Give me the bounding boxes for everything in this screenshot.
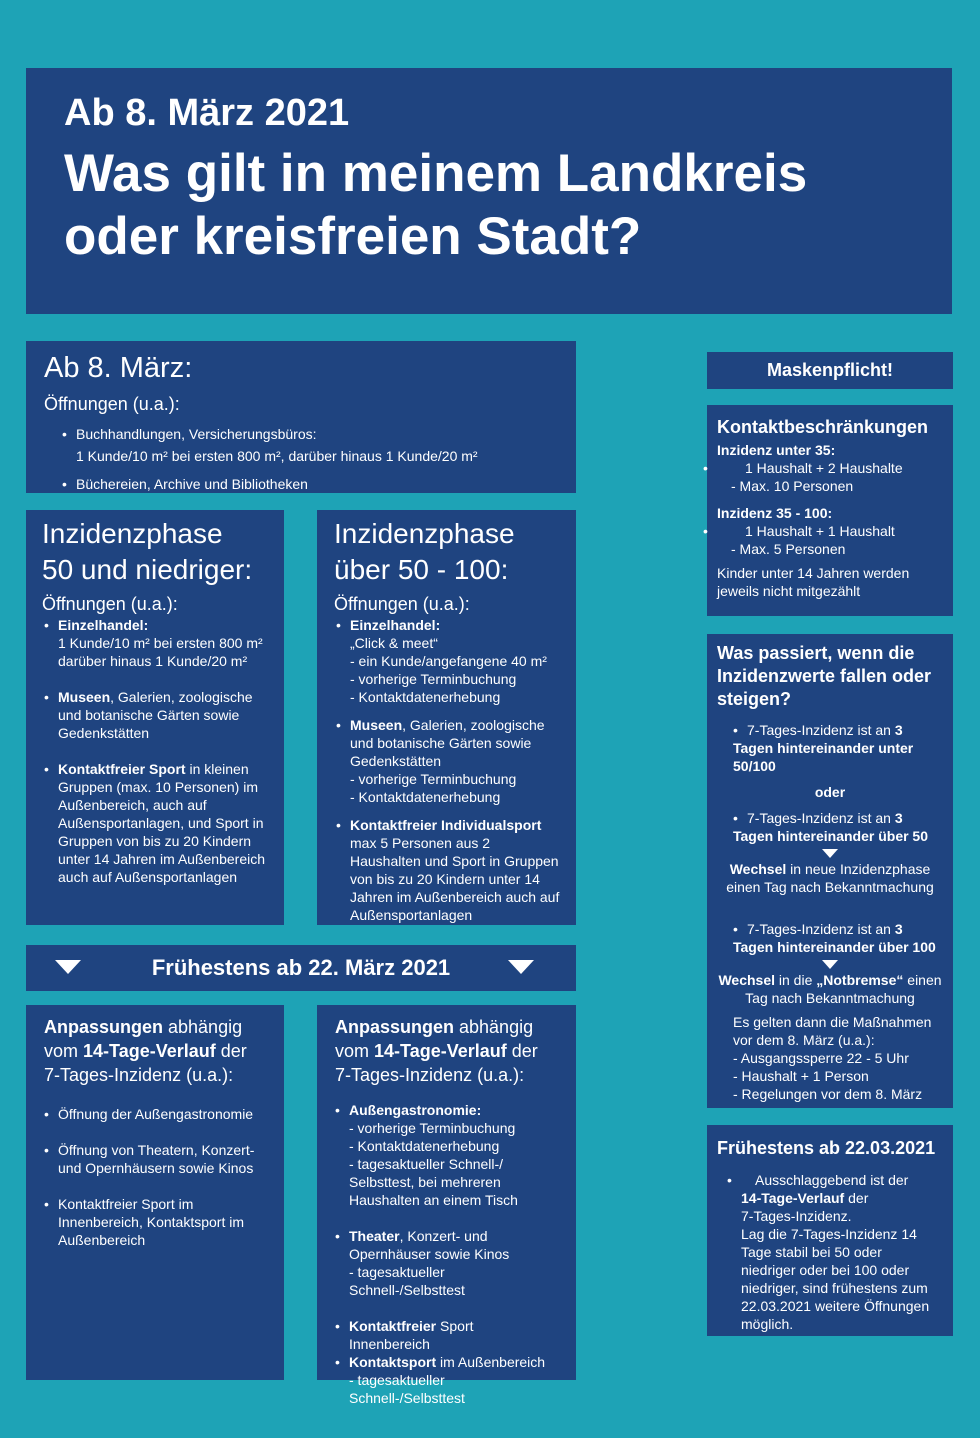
measure-item: - Regelungen vor dem 8. März xyxy=(733,1086,923,1102)
item-text: 7-Tages-Inzidenz ist an xyxy=(747,921,895,937)
item-text: Öffnung von Theatern, Konzert- und Opernhäusern sowie Kinos xyxy=(58,1142,255,1176)
phase-title xyxy=(334,516,560,588)
item-text: - tagesaktueller Schnell-/Selbsttest xyxy=(349,1264,465,1298)
list-item xyxy=(58,760,268,886)
item-text: 1 Kunde/10 m² bei ersten 800 m², darüber hinaus 1 Kunde/20 m² xyxy=(76,448,478,464)
item-text: 7-Tages-Inzidenz ist an xyxy=(747,722,895,738)
switch-text xyxy=(717,860,943,896)
heading-bold: 14-Tage-Verlauf xyxy=(83,1041,216,1061)
item-bold: Wechsel xyxy=(729,861,787,877)
earliest-line xyxy=(727,1171,939,1189)
item-text: in die xyxy=(775,972,817,988)
measures-block xyxy=(717,1013,943,1103)
condition-item xyxy=(717,721,943,775)
earliest-2203-box xyxy=(707,1125,953,1336)
phase-list xyxy=(350,616,560,924)
measure-item: - Haushalt + 1 Person xyxy=(733,1068,869,1084)
header-panel xyxy=(26,68,952,314)
heading-bold: Anpassungen xyxy=(335,1017,455,1037)
phase-list xyxy=(58,616,268,886)
item-text: einen Tag nach Bekanntmachung xyxy=(745,972,942,1006)
contact-title: Kontaktbeschränkungen xyxy=(717,417,929,437)
item-text: der xyxy=(844,1190,869,1206)
heading-text: der 7-Tages-Inzidenz (u.a.): xyxy=(335,1041,538,1085)
list-item: - Max. 10 Personen xyxy=(731,478,854,494)
list-item xyxy=(58,1195,266,1249)
item-text: Öffnung der Außengastronomie xyxy=(58,1106,254,1122)
openings-subtitle: Öffnungen (u.a.): xyxy=(44,394,180,414)
bullet: • xyxy=(733,810,738,826)
title-line: Inzidenzphase xyxy=(42,518,223,549)
item-text: - Kontaktdatenerhebung xyxy=(350,789,501,805)
list-item xyxy=(76,473,558,495)
list-item xyxy=(349,1317,558,1353)
list-item xyxy=(350,716,560,806)
item-bold: 14-Tage-Verlauf xyxy=(741,1190,845,1206)
earliest-line xyxy=(741,1189,939,1207)
item-bold: Außengastronomie: xyxy=(349,1102,482,1118)
title-line-2: oder kreisfreien Stadt? xyxy=(64,207,642,266)
item-bold: Kontaktsport xyxy=(349,1354,437,1370)
item-text: Büchereien, Archive und Bibliotheken xyxy=(76,476,308,492)
heading-text: der 7-Tages-Inzidenz (u.a.): xyxy=(44,1041,247,1085)
emergency-brake-text xyxy=(717,971,943,1007)
list-item xyxy=(350,816,560,924)
arrow-down-icon xyxy=(822,960,838,969)
openings-title: Ab 8. März: xyxy=(44,352,193,384)
item-bold: Einzelhandel: xyxy=(58,617,149,633)
contact-restrictions-box xyxy=(707,405,953,616)
page-title xyxy=(64,142,914,268)
item-text: - vorherige Terminbuchung xyxy=(349,1120,516,1136)
heading-text: abhängig vom xyxy=(335,1017,534,1061)
incidence-change-box xyxy=(707,634,953,1108)
item-text: in kleinen Gruppen (max. 10 Personen) im Außenbereich, auch auf Außensportanlagen, und Sport in Gruppen von bis zu 20 Kindern unter 14 Jahren im Außenbereich auch auf Außensportanlagen xyxy=(58,761,266,885)
bullet: • xyxy=(727,1172,732,1188)
item-text: - Kontaktdatenerhebung xyxy=(350,689,501,705)
item-text: in neue Inzidenzphase einen Tag nach Bekanntmachung xyxy=(726,861,934,895)
title-line: 50 und niedriger: xyxy=(42,554,253,585)
item-text: , Konzert- und Opernhäuser sowie Kinos xyxy=(349,1228,510,1262)
item-text: darüber hinaus 1 Kunde/20 m² xyxy=(58,653,248,669)
item-bold: Museen xyxy=(350,717,403,733)
item-text: 1 Kunde/10 m² bei ersten 800 m² xyxy=(58,635,263,651)
item-text: max 5 Personen aus 2 Haushalten und Sport in Gruppen von bis zu 20 Kindern unter 14 Jahren im Außenbereich auch auf Außensportanlagen xyxy=(350,835,560,923)
contact-section-heading: Inzidenz 35 - 100: xyxy=(717,505,833,521)
adjustments-heading xyxy=(44,1015,266,1087)
item-text: im Außenbereich xyxy=(436,1354,546,1370)
item-text: „Click & meet“ xyxy=(350,635,438,651)
measure-item: - Ausgangssperre 22 - 5 Uhr xyxy=(733,1050,909,1066)
heading-bold: 14-Tage-Verlauf xyxy=(374,1041,507,1061)
item-text: - tagesaktueller Schnell-/ Selbsttest, bei mehreren Haushalten an einem Tisch xyxy=(349,1156,518,1208)
item-bold: Kontaktfreier Individualsport xyxy=(350,817,542,833)
item-bold: Einzelhandel: xyxy=(350,617,441,633)
item-bold: „Notbremse“ xyxy=(816,972,904,988)
openings-march-8-box xyxy=(26,341,576,493)
condition-item xyxy=(717,809,943,845)
adjustments-list xyxy=(58,1105,266,1249)
march-22-banner xyxy=(26,945,576,991)
list-item xyxy=(58,1141,266,1177)
item-bold: Wechsel xyxy=(718,972,775,988)
arrow-down-icon xyxy=(508,960,534,974)
item-text: - ein Kunde/angefangene 40 m² xyxy=(350,653,547,669)
phase-subtitle: Öffnungen (u.a.): xyxy=(334,594,470,614)
item-text: - vorherige Terminbuchung xyxy=(350,771,517,787)
condition-item xyxy=(717,920,943,956)
openings-list xyxy=(76,423,558,495)
item-text: 1 Haushalt + 2 Haushalte xyxy=(745,460,903,476)
item-bold: 3 Tagen hintereinander über 50 xyxy=(733,810,929,844)
measures-intro: Es gelten dann die Maßnahmen vor dem 8. März (u.a.): xyxy=(733,1014,932,1048)
item-text: 7-Tages-Inzidenz ist an xyxy=(747,810,895,826)
list-item xyxy=(58,616,268,670)
phase-50-box xyxy=(26,510,284,925)
arrow-down-icon xyxy=(822,849,838,858)
item-bold: 3 Tagen hintereinander über 100 xyxy=(733,921,936,955)
item-text: Ausschlaggebend ist der xyxy=(755,1172,909,1188)
or-text: oder xyxy=(814,784,846,800)
item-text: , Galerien, zoologische und botanische Gärten sowie Gedenkstätten xyxy=(350,717,545,769)
earliest-line: 7-Tages-Inzidenz. xyxy=(741,1208,852,1224)
adjustments-heading xyxy=(335,1015,558,1087)
list-item xyxy=(350,616,560,706)
list-item xyxy=(717,459,943,477)
item-text: - vorherige Terminbuchung xyxy=(350,671,517,687)
item-text: - tagesaktueller Schnell-/Selbsttest xyxy=(349,1372,465,1406)
mask-mandate-badge: Maskenpflicht! xyxy=(707,352,953,389)
item-bold: Kontaktfreier Sport xyxy=(58,761,186,777)
bullet: • xyxy=(733,921,738,937)
banner-text: Frühestens ab 22. März 2021 xyxy=(151,955,451,980)
item-text: Sport Innenbereich xyxy=(349,1318,474,1352)
header-date: Ab 8. März 2021 xyxy=(64,92,350,134)
adjustments-box-right xyxy=(317,1005,576,1406)
item-bold: Museen xyxy=(58,689,111,705)
title-line-1: Was gilt in meinem Landkreis xyxy=(64,144,808,203)
adjustments-box-left xyxy=(26,1005,284,1380)
contact-section-heading: Inzidenz unter 35: xyxy=(717,442,836,458)
earliest-text xyxy=(717,1171,943,1333)
incidence-change-title: Was passiert, wenn die Inzidenzwerte fallen oder steigen? xyxy=(717,643,932,709)
list-item xyxy=(717,522,943,540)
heading-text: abhängig vom xyxy=(44,1017,243,1061)
title-line: über 50 - 100: xyxy=(334,554,509,585)
heading-bold: Anpassungen xyxy=(44,1017,164,1037)
phase-subtitle: Öffnungen (u.a.): xyxy=(42,594,178,614)
bullet: • xyxy=(733,722,738,738)
item-bold: 3 Tagen hintereinander unter 50/100 xyxy=(733,722,914,774)
list-item xyxy=(349,1101,558,1209)
item-bold: Kontaktfreier xyxy=(349,1318,437,1334)
list-item xyxy=(76,423,558,467)
earliest-title: Frühestens ab 22.03.2021 xyxy=(717,1138,936,1158)
item-text: - Kontaktdatenerhebung xyxy=(349,1138,500,1154)
item-bold: Theater xyxy=(349,1228,400,1244)
contact-note: Kinder unter 14 Jahren werden jeweils nicht mitgezählt xyxy=(717,565,910,599)
title-line: Inzidenzphase xyxy=(334,518,515,549)
item-text: , Galerien, zoologische und botanische Gärten sowie Gedenkstätten xyxy=(58,689,253,741)
phase-title xyxy=(42,516,268,588)
list-item xyxy=(349,1227,558,1299)
list-item: - Max. 5 Personen xyxy=(731,541,846,557)
list-item xyxy=(58,1105,266,1123)
phase-50-100-box xyxy=(317,510,576,925)
list-item xyxy=(58,688,268,742)
list-item xyxy=(349,1353,558,1407)
adjustments-list xyxy=(349,1101,558,1407)
item-text: Buchhandlungen, Versicherungsbüros: xyxy=(76,426,317,442)
item-text: Kontaktfreier Sport im Innenbereich, Kontaktsport im Außenbereich xyxy=(58,1196,244,1248)
item-text: 1 Haushalt + 1 Haushalt xyxy=(745,523,895,539)
earliest-line: Lag die 7-Tages-Inzidenz 14 Tage stabil bei 50 oder niedriger oder bei 100 oder niedriger, sind frühestens zum 22.03.2021 weitere Öffnungen möglich. xyxy=(741,1226,930,1332)
